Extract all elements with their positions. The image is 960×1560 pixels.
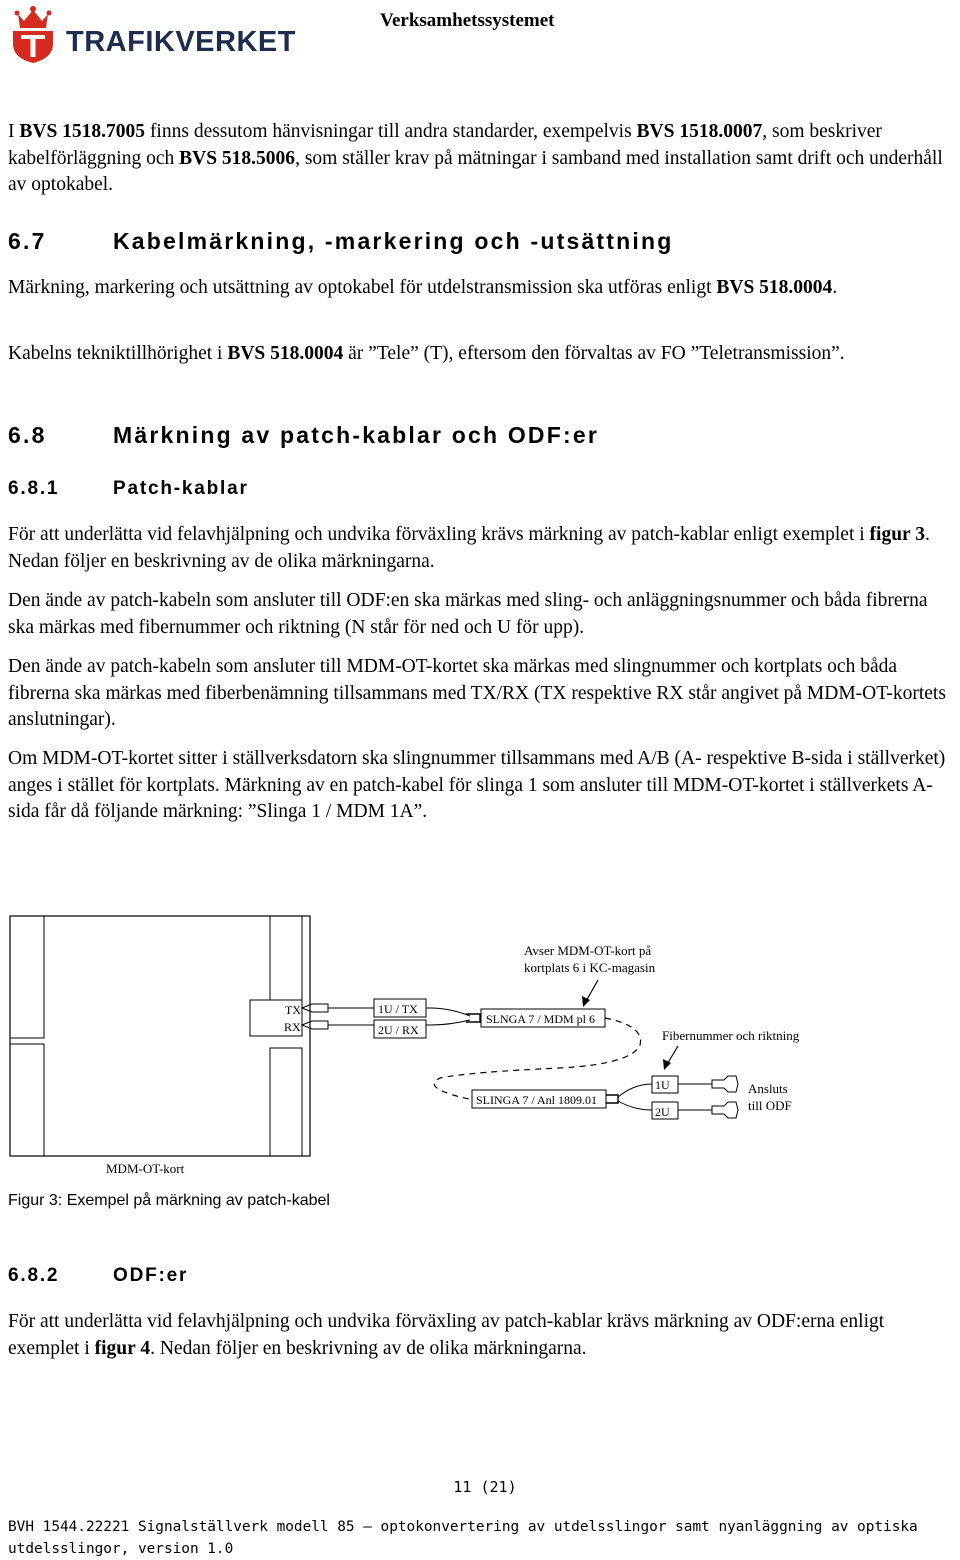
card-slot-left-bottom	[10, 1044, 44, 1156]
trafikverket-logo	[8, 6, 298, 64]
section-heading-6-8-1: 6.8.1 Patch-kablar	[8, 478, 249, 499]
header-title: Verksamhetssystemet	[380, 10, 555, 31]
note-line-1: Avser MDM-OT-kort på	[524, 943, 652, 958]
card-connector-bottom	[270, 1048, 302, 1156]
section-heading-6-7: 6.7 Kabelmärkning, -markering och -utsättning	[8, 228, 674, 254]
section-heading-6-8: 6.8 Märkning av patch-kablar och ODF:er	[8, 422, 599, 448]
section-6-8-1-paragraph-2: Den ände av patch-kabeln som ansluter till ODF:en ska märkas med sling- och anläggningsnummer och båda fibrerna ska märkas med fibernummer och riktning (N står för ned och U för upp).	[8, 590, 928, 638]
intro-paragraph: I BVS 1518.7005 finns dessutom hänvisningar till andra standarder, exempelvis BVS 1518.0007, som beskriver kabelförläggning och BVS 518.5006, som ställer krav på mätningar i samband med installation samt drift och underhåll av optokabel.	[8, 121, 943, 195]
label-2u: 2U	[655, 1105, 670, 1119]
card-connector-top	[270, 916, 302, 1000]
odf-plug-2u	[712, 1102, 738, 1118]
section-6-7-paragraph-1: Märkning, markering och utsättning av optokabel för utdelstransmission ska utföras enligt BVS 518.0004.	[8, 277, 838, 298]
note-arrow-head	[582, 996, 590, 1007]
fiber-number-label: Fibernummer och riktning	[662, 1028, 800, 1043]
section-6-7-paragraph-2: Kabelns tekniktillhörighet i BVS 518.0004 är ”Tele” (T), eftersom den förvaltas av FO ”Teletransmission”.	[8, 343, 845, 364]
rx-label: RX	[284, 1020, 301, 1034]
patch-cable-diagram-svg	[0, 880, 960, 1200]
footer-line-2: utdelsslingor, version 1.0	[8, 1541, 234, 1557]
label-1u-tx: 1U / TX	[378, 1002, 418, 1016]
footer-line-1: BVH 1544.22221 Signalställverk modell 85 – optokonvertering av utdelsslingor samt nyanläggning av optiska	[8, 1519, 918, 1535]
label-slinga-anl: SLINGA 7 / Anl 1809.01	[476, 1093, 598, 1107]
mdm-ot-card-label: MDM-OT-kort	[106, 1161, 185, 1176]
section-6-8-1-paragraph-3: Den ände av patch-kabeln som ansluter till MDM-OT-kortet ska märkas med slingnummer och kortplats och båda fibrerna ska märkas med fiberbenämning tillsammans med TX/RX (TX respektive RX står angivet på MDM-OT-kortets anslutningar).	[8, 656, 946, 730]
crown-shield-icon	[8, 6, 58, 64]
ansluts-line-1: Ansluts	[748, 1081, 788, 1096]
tx-label: TX	[285, 1003, 301, 1017]
logo-text: TRAFIKVERKET	[66, 26, 296, 58]
figure-3-patch-cable-diagram	[0, 880, 960, 1200]
note-line-2: kortplats 6 i KC-magasin	[524, 960, 656, 975]
section-6-8-1-paragraph-1: För att underlätta vid felavhjälpning och undvika förväxling krävs märkning av patch-kablar enligt exemplet i figur 3. Nedan följer en beskrivning av de olika märkningarna.	[8, 524, 930, 572]
label-1u: 1U	[655, 1078, 670, 1092]
card-plug-rx	[302, 1021, 328, 1029]
section-heading-6-8-2: 6.8.2 ODF:er	[8, 1265, 189, 1286]
section-6-8-2-paragraph-1: För att underlätta vid felavhjälpning och undvika förväxling av patch-kablar krävs märkning av ODF:erna enligt exemplet i figur 4. Nedan följer en beskrivning av de olika märkningarna.	[8, 1311, 885, 1359]
figure-caption: Figur 3: Exempel på märkning av patch-kabel	[8, 1192, 330, 1209]
card-slot-left-top	[10, 916, 44, 1038]
page-number: 11 (21)	[453, 1478, 517, 1496]
cable-joint-2	[606, 1095, 618, 1103]
section-6-8-1-paragraph-4: Om MDM-OT-kortet sitter i ställverksdatorn ska slingnummer tillsammans med A/B (A- respektive B-sida i ställverket) anges i stället för kortplats. Märkning av en patch-kabel för slinga 1 som ansluter till MDM-OT-kortet i ställverkets A-sida får då följande märkning: ”Slinga 1 / MDM 1A”.	[8, 748, 946, 822]
label-2u-rx: 2U / RX	[378, 1023, 419, 1037]
page-header	[0, 0, 960, 80]
ansluts-line-2: till ODF	[748, 1098, 792, 1113]
odf-plug-1u	[712, 1076, 738, 1092]
card-plug-tx	[302, 1004, 328, 1012]
dashed-cable-loop	[434, 1018, 640, 1099]
label-slinga-mdm: SLNGA 7 / MDM pl 6	[486, 1012, 596, 1026]
page-footer	[8, 1516, 958, 1560]
